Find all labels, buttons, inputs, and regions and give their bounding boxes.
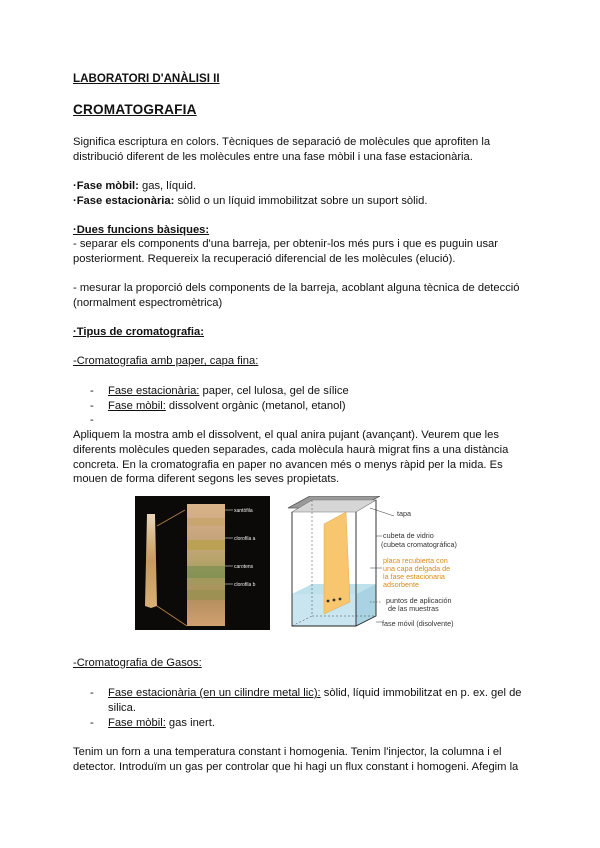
photo-label: clorofila b <box>234 582 256 588</box>
paper-stationary-label: Fase estacionària: <box>108 385 200 397</box>
photo-label: xantòfila <box>234 508 253 514</box>
mobile-phase-label: ·Fase mòbil: <box>73 180 139 192</box>
function-item: (normalment espectromètrica) <box>73 297 223 309</box>
mobile-phase-text: gas, líquid. <box>138 180 197 192</box>
small-strip <box>145 514 157 608</box>
functions-heading: ·Dues funcions bàsiques: <box>73 224 210 236</box>
function-item: - separar els components d'una barreja, per obtenir-los més purs i que es puguin usar <box>73 238 499 250</box>
paper-mobile-label: Fase mòbil: <box>108 400 166 412</box>
paragraph-line: diferents molècules queden separades, cada molècula haurà migrat fins a una distància <box>73 444 509 456</box>
sample-point <box>333 599 336 602</box>
paper-mobile-text: dissolvent orgànic (metanol, etanol) <box>165 400 346 412</box>
paper-chromatography-photo <box>135 496 270 630</box>
types-heading: ·Tipus de cromatografia: <box>73 326 204 338</box>
paper-heading: -Cromatografia amb paper, capa fina: <box>73 355 259 367</box>
list-item <box>90 716 215 731</box>
list-item-empty <box>90 413 108 428</box>
diagram-label-plate: una capa delgada de <box>383 564 451 573</box>
stationary-phase-text: sòlid o un líquid immobilitzat sobre un suport sòlid. <box>174 195 428 207</box>
gas-mobile-label: Fase mòbil: <box>108 717 166 729</box>
list-item-continuation: silica. <box>108 702 136 714</box>
paragraph-line: mouen de forma diferent segons les seves propietats. <box>73 473 340 485</box>
course-title: LABORATORI D'ANÀLISI II <box>73 72 220 85</box>
list-item <box>90 686 522 701</box>
band <box>187 566 225 578</box>
stationary-phase-label: ·Fase estacionària: <box>73 195 175 207</box>
diagram-label-plate: la fase estacionaria <box>383 572 445 581</box>
function-item: posteriorment. Requereix la recuperació diferencial de les molècules (elució). <box>73 253 456 265</box>
band <box>187 540 225 550</box>
intro-line: distribució diferent de les molècules entre una fase mòbil i una fase estacionària. <box>73 151 473 163</box>
band <box>187 518 225 526</box>
bullet-dash: - <box>90 414 94 426</box>
paragraph-line: Tenim un forn a una temperatura constant i homogenia. Tenim l'injector, la columna i el <box>73 746 502 758</box>
sample-point <box>339 598 342 601</box>
bullet-dash: - <box>90 400 94 412</box>
gas-mobile-text: gas inert. <box>165 717 215 729</box>
gas-stationary-text: sòlid, líquid immobilitzat en p. ex. gel de <box>320 687 522 699</box>
paragraph-line: Apliquem la mostra amb el dissolvent, el qual anira pujant (avançant). Veurem que les <box>73 429 499 441</box>
bullet-dash: - <box>90 385 94 397</box>
photo-label: clorofila a <box>234 536 256 542</box>
diagram-label-cuvette: (cubeta cromatográfica) <box>381 540 457 549</box>
diagram-label-points: de las muestras <box>388 604 439 613</box>
paper-stationary-text: paper, cel lulosa, gel de sílice <box>199 385 349 397</box>
band <box>187 590 225 600</box>
list-item <box>90 384 349 399</box>
gas-heading: -Cromatografia de Gasos: <box>73 657 202 669</box>
diagram-label-lid: tapa <box>397 509 411 518</box>
photo-label: carotens <box>234 564 254 570</box>
gas-stationary-label: Fase estacionària (en un cilindre metal lic): <box>108 687 321 699</box>
diagram-label-plate: placa recubierta con <box>383 556 448 565</box>
stationary-phase-definition <box>73 194 427 209</box>
diagram-label-points: puntos de aplicación <box>386 596 452 605</box>
bullet-dash: - <box>90 687 94 699</box>
function-item: - mesurar la proporció dels components de la barreja, acoblant alguna tècnica de detecció <box>73 282 520 294</box>
paragraph-line: detector. Introduïm un gas per controlar que hi hagi un flux constant i homogeni. Afegim la <box>73 761 519 773</box>
diagram-label-mobile: fase móvil (disolvente) <box>382 619 454 628</box>
chromatography-chamber-diagram <box>280 496 380 636</box>
sample-point <box>327 600 330 603</box>
intro-line: Significa escriptura en colors. Tècniques de separació de molècules que aprofiten la <box>73 136 491 148</box>
plate <box>324 512 350 614</box>
list-item <box>90 399 346 414</box>
diagram-label-cuvette: cubeta de vidrio <box>383 531 434 540</box>
mobile-phase-definition <box>73 179 196 194</box>
diagram-label-plate: adsorbente <box>383 580 419 589</box>
paragraph-line: concreta. En la cromatografia en paper no avancen més o menys ràpid per la mida. Es <box>73 459 503 471</box>
bullet-dash: - <box>90 717 94 729</box>
section-title: CROMATOGRAFIA <box>73 102 197 117</box>
